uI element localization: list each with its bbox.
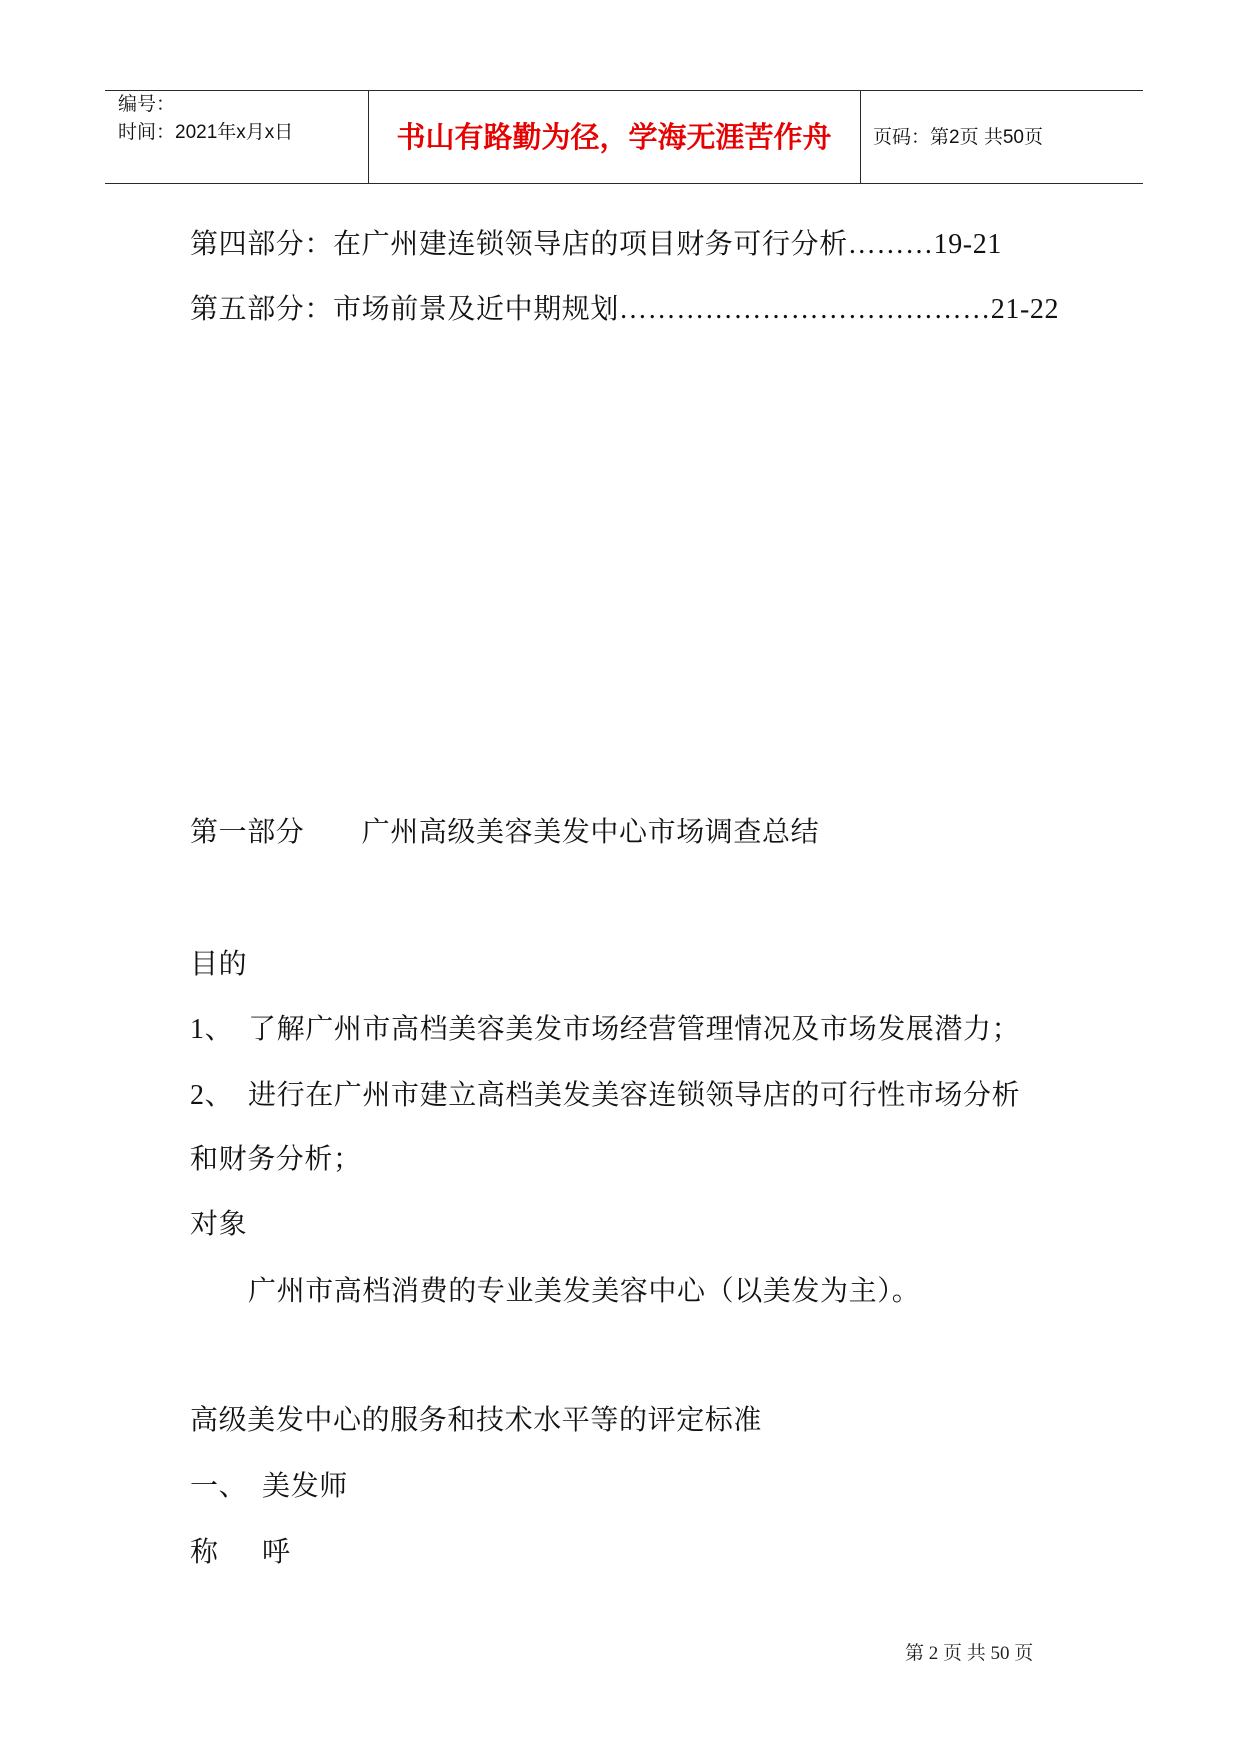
header-motto: 书山有路勤为径，学海无涯苦作舟 [396,122,832,154]
standards-heading: 高级美发中心的服务和技术水平等的评定标准 [190,1405,763,1436]
purpose-item-2-continuation: 和财务分析； [190,1144,362,1175]
title-label: 称 呼 [190,1537,287,1568]
page-footer: 第 2 页 共 50 页 [905,1643,1034,1664]
header-time-label: 时间：2021年x月x日 [118,122,294,143]
header-number-label: 编号： [118,94,176,115]
purpose-item-1-number: 1、 [190,1014,234,1045]
header-page-info: 页码：第2页 共50页 [873,127,1043,148]
toc-entry-part5: 第五部分：市场前景及近中期规划…………………………………21-22 [190,294,1060,325]
header-top-rule [105,90,1143,91]
object-text: 广州市高档消费的专业美发美容中心（以美发为主）。 [248,1276,921,1307]
header-bottom-rule [105,183,1143,184]
object-heading: 对象 [190,1209,248,1240]
purpose-item-1-text: 了解广州市高档美容美发市场经营管理情况及市场发展潜力； [248,1014,1021,1045]
purpose-heading: 目的 [190,949,248,980]
header-divider-right [860,90,861,184]
purpose-item-2-text: 进行在广州市建立高档美发美容连锁领导店的可行性市场分析 [248,1080,1021,1111]
purpose-item-2-number: 2、 [190,1080,234,1111]
standards-item-number: 一、 [190,1471,248,1502]
standards-item-text: 美发师 [262,1471,348,1502]
section-title: 第一部分 广州高级美容美发中心市场调查总结 [190,817,820,848]
toc-entry-part4: 第四部分：在广州建连锁领导店的项目财务可行分析………19-21 [190,229,1002,260]
